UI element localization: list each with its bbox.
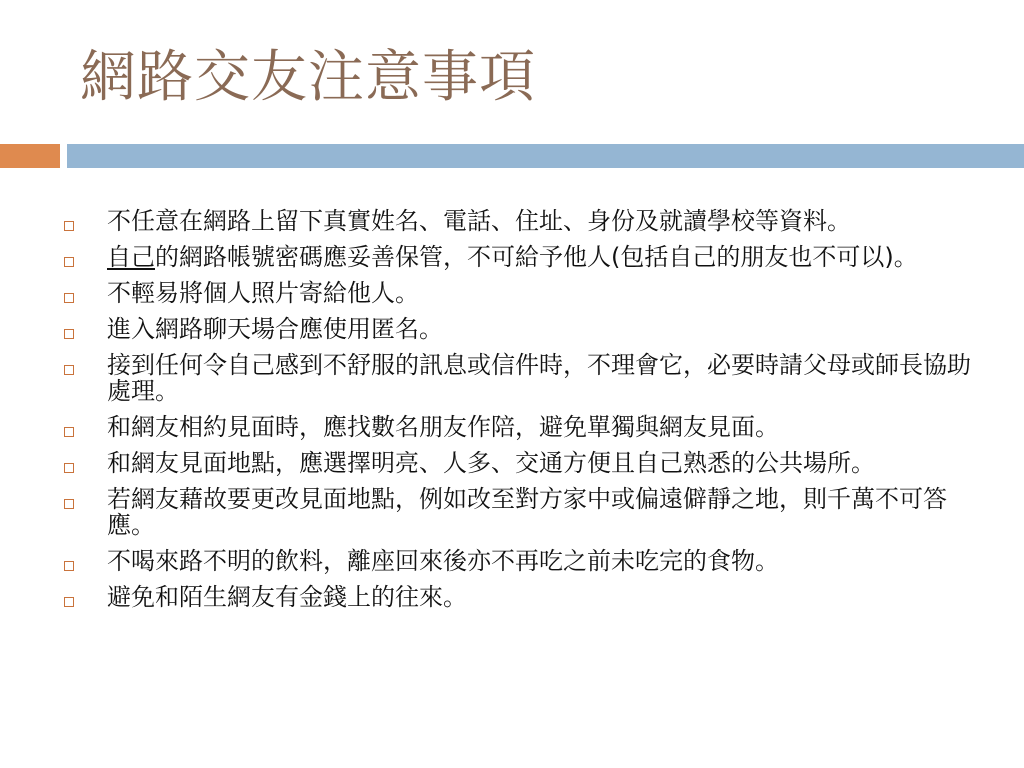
slide-title: 網路交友注意事項 xyxy=(80,45,536,110)
bullet-text: 和網友相約見面時，應找數名朋友作陪，避免單獨與網友見面。 xyxy=(107,413,779,441)
bullet-text: 和網友見面地點，應選擇明亮、人多、交通方便且自己熟悉的公共場所。 xyxy=(107,449,875,477)
bullet-item xyxy=(64,280,974,306)
bullet-item xyxy=(64,486,974,538)
bullet-text: 避免和陌生網友有金錢上的往來。 xyxy=(107,583,467,611)
hollow-square-icon xyxy=(64,293,74,303)
bullet-text: 進入網路聊天場合應使用匿名。 xyxy=(107,315,443,343)
bullet-item xyxy=(64,316,974,342)
hollow-square-icon xyxy=(64,257,74,267)
bullet-item xyxy=(64,244,974,270)
title-divider-accent xyxy=(0,144,60,168)
bullet-item xyxy=(64,414,974,440)
underlined-text: 自己 xyxy=(107,243,155,271)
bullet-text: 不任意在網路上留下真實姓名、電話、住址、身份及就讀學校等資料。 xyxy=(107,207,851,235)
hollow-square-icon xyxy=(64,561,74,571)
hollow-square-icon xyxy=(64,597,74,607)
bullet-text: 接到任何令自己感到不舒服的訊息或信件時，不理會它，必要時請父母或師長協助處理。 xyxy=(107,351,971,405)
bullet-text xyxy=(107,243,918,271)
title-divider-bar xyxy=(67,144,1024,168)
hollow-square-icon xyxy=(64,221,74,231)
bullet-item xyxy=(64,584,974,610)
hollow-square-icon xyxy=(64,365,74,375)
hollow-square-icon xyxy=(64,463,74,473)
bullet-item xyxy=(64,450,974,476)
bullet-text: 若網友藉故要更改見面地點，例如改至對方家中或偏遠僻靜之地，則千萬不可答應。 xyxy=(107,485,947,539)
bullet-text: 不輕易將個人照片寄給他人。 xyxy=(107,279,419,307)
hollow-square-icon xyxy=(64,329,74,339)
hollow-square-icon xyxy=(64,427,74,437)
bullet-item xyxy=(64,208,974,234)
bullet-item xyxy=(64,352,974,404)
bullet-list xyxy=(64,208,974,620)
bullet-text-rest: 的網路帳號密碼應妥善保管，不可給予他人(包括自己的朋友也不可以)。 xyxy=(155,243,918,271)
hollow-square-icon xyxy=(64,499,74,509)
bullet-text: 不喝來路不明的飲料，離座回來後亦不再吃之前未吃完的食物。 xyxy=(107,547,779,575)
bullet-item xyxy=(64,548,974,574)
